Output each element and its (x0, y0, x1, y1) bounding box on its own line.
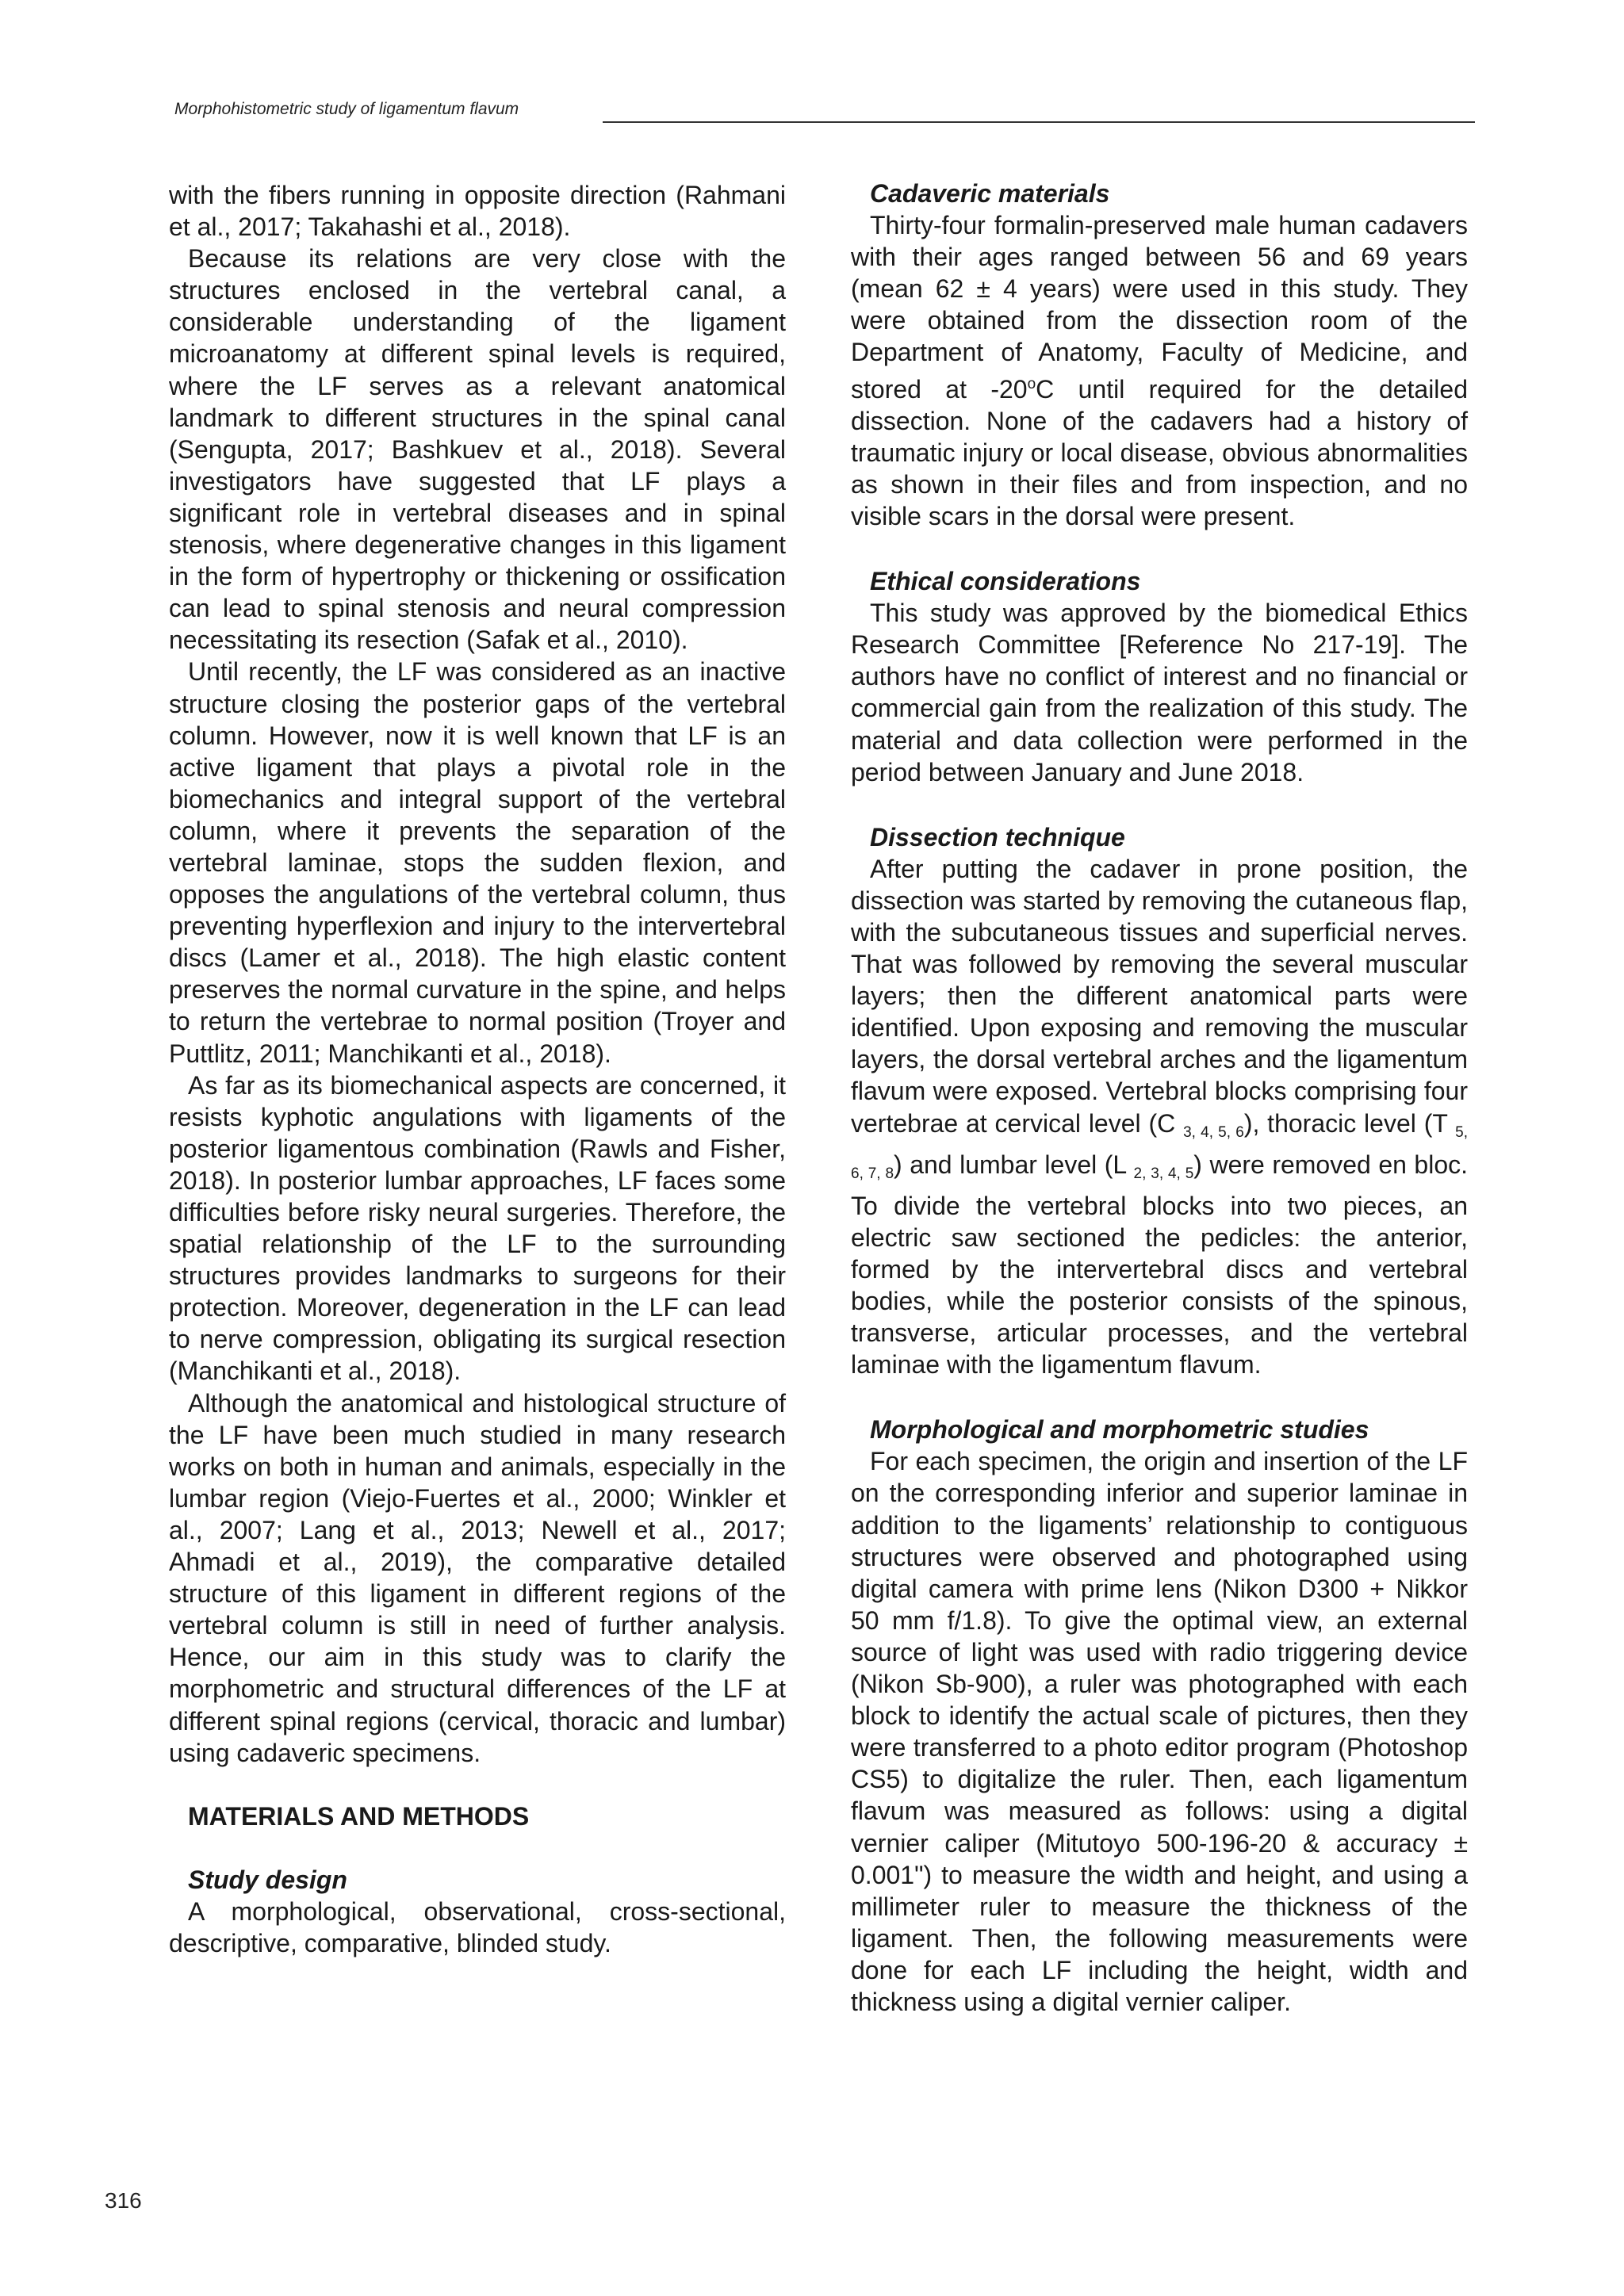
left-paragraph-2: Because its relations are very close with the structures enclosed in the vertebral canal, a considerable understanding of the ligament microanatomy at different spinal levels is required, where the LF serves as a relevant anatomical landmark to different structures in the spinal canal (Sengupta, 2017; Bashkuev et al., 2018). Several investigators have suggested that LF plays a significant role in vertebral diseases and in spinal stenosis, where degenerative changes in this ligament in the form of hypertrophy or thickening or ossification can lead to spinal stenosis and neural compression necessitating its resection (Safak et al., 2010). (169, 244, 786, 655)
left-paragraph-3: Until recently, the LF was considered as an inactive structure closing the posterior gaps of the vertebral column. However, now it is well known that LF is an active ligament that plays a pivotal role in the biomechanics and integral support of the vertebral column, where it prevents the separation of the vertebral laminae, stops the sudden flexion, and opposes the angulations of the vertebral column, thus preventing hyperflexion and injury to the intervertebral discs (Lamer et al., 2018). The high elastic content preserves the normal curvature in the spine, and helps to return the vertebrae to normal position (Troyer and Puttlitz, 2011; Manchikanti et al., 2018). (169, 657, 786, 1068)
cadaveric-text: Thirty-four formalin-preserved male human cadavers with their ages ranged between 56 and 69 years (mean 62 ± 4 years) were used in this study. They were obtained from the dissection room of the Department of Anatomy, Faculty of Medicine, and stored at -20$^o$C until required for the detailed dissection. None of the cadavers had a history of traumatic injury or local disease, obvious abnormalities as shown in their files and from inspection, and no visible scars in the dorsal were present. (851, 211, 1468, 530)
running-title: Morphohistometric study of ligamentum flavum (174, 100, 519, 118)
study-design-text: A morphological, observational, cross-sectional, descriptive, comparative, blinded study. (169, 1896, 786, 1957)
left-paragraph-5: Although the anatomical and histological structure of the LF have been much studied in many research works on both in human and animals, especially in the lumbar region (Viejo-Fuertes et al., 2000; Winkler et al., 2007; Lang et al., 2013; Newell et al., 2017; Ahmadi et al., 2019), the comparative detailed structure of this ligament in different regions of the vertebral column is still in need of further analysis. Hence, our aim in this study was to clarify the morphometric and structural differences of the LF at different spinal regions (cervical, thoracic and lumbar) using cadaveric specimens. (169, 1388, 786, 1767)
left-column (169, 179, 786, 1959)
section-heading: MATERIALS AND METHODS (188, 1801, 530, 1831)
dissection-text: After putting the cadaver in prone position, the dissection was started by removing the cutaneous flap, with the subcutaneous tissues and superficial nerves. That was followed by removing the several muscular layers; then the different anatomical parts were identified. Upon exposing and removing the muscular layers, the dorsal vertebral arches and the ligamentum flavum were exposed. Vertebral blocks comprising four vertebrae at cervical level (C $_{3, 4, 5, 6}$), thoracic level (T $_{5, 6, 7, 8}$) and lumbar level (L $_{2, 3, 4, 5}$) were removed en bloc. To divide the vertebral blocks into two pieces, an electric saw sectioned the pedicles: the anterior, formed by the intervertebral discs and vertebral bodies, while the posterior consists of the spinous, transverse, articular processes, and the vertebral laminae with the ligamentum flavum. (851, 854, 1469, 1380)
ethical-heading: Ethical considerations (870, 567, 1141, 596)
ethical-text: This study was approved by the biomedical Ethics Research Committee [Reference No 217-19]. The authors have no conflict of interest and no financial or commercial gain from the realization of this study. The material and data collection were performed in the period between January and June 2018. (851, 599, 1468, 786)
right-column (851, 178, 1468, 2018)
morph-heading: Morphological and morphometric studies (870, 1415, 1369, 1445)
header-rule (603, 121, 1475, 123)
left-paragraph-1: with the fibers running in opposite direction (Rahmani et al., 2017; Takahashi et al., 2018). (169, 181, 786, 242)
study-design-heading: Study design (188, 1865, 347, 1894)
left-paragraph-4: As far as its biomechanical aspects are concerned, it resists kyphotic angulations with ligaments of the posterior ligamentous combination (Rawls and Fisher, 2018). In posterior lumbar approaches, LF faces some difficulties before risky neural surgeries. Therefore, the spatial relationship of the LF to the surrounding structures provides landmarks to surgeons for their protection. Moreover, degeneration in the LF can lead to nerve compression, obligating its surgical resection (Manchikanti et al., 2018). (169, 1070, 786, 1386)
cadaveric-heading: Cadaveric materials (870, 179, 1110, 208)
morph-text: For each specimen, the origin and insertion of the LF on the corresponding inferior and superior laminae in addition to the ligaments’ relationship to contiguous structures were observed and photographed using digital camera with prime lens (Nikon D300 + Nikkor 50 mm f/1.8). To give the optimal view, an external source of light was used with radio triggering device (Nikon Sb-900), a ruler was photographed with each block to identify the actual scale of pictures, then they were transferred to a photo editor program (Photoshop CS5) to digitalize the ruler. Then, each ligamentum flavum was measured as follows: using a digital vernier caliper (Mitutoyo 500-196-20 & accuracy ± 0.001") to measure the width and height, and using a millimeter ruler to measure the thickness of the ligament. Then, the following measurements were done for each LF including the height, width and thickness using a digital vernier caliper. (851, 1447, 1468, 2016)
page-number: 316 (105, 2188, 142, 2213)
dissection-heading: Dissection technique (870, 822, 1125, 851)
